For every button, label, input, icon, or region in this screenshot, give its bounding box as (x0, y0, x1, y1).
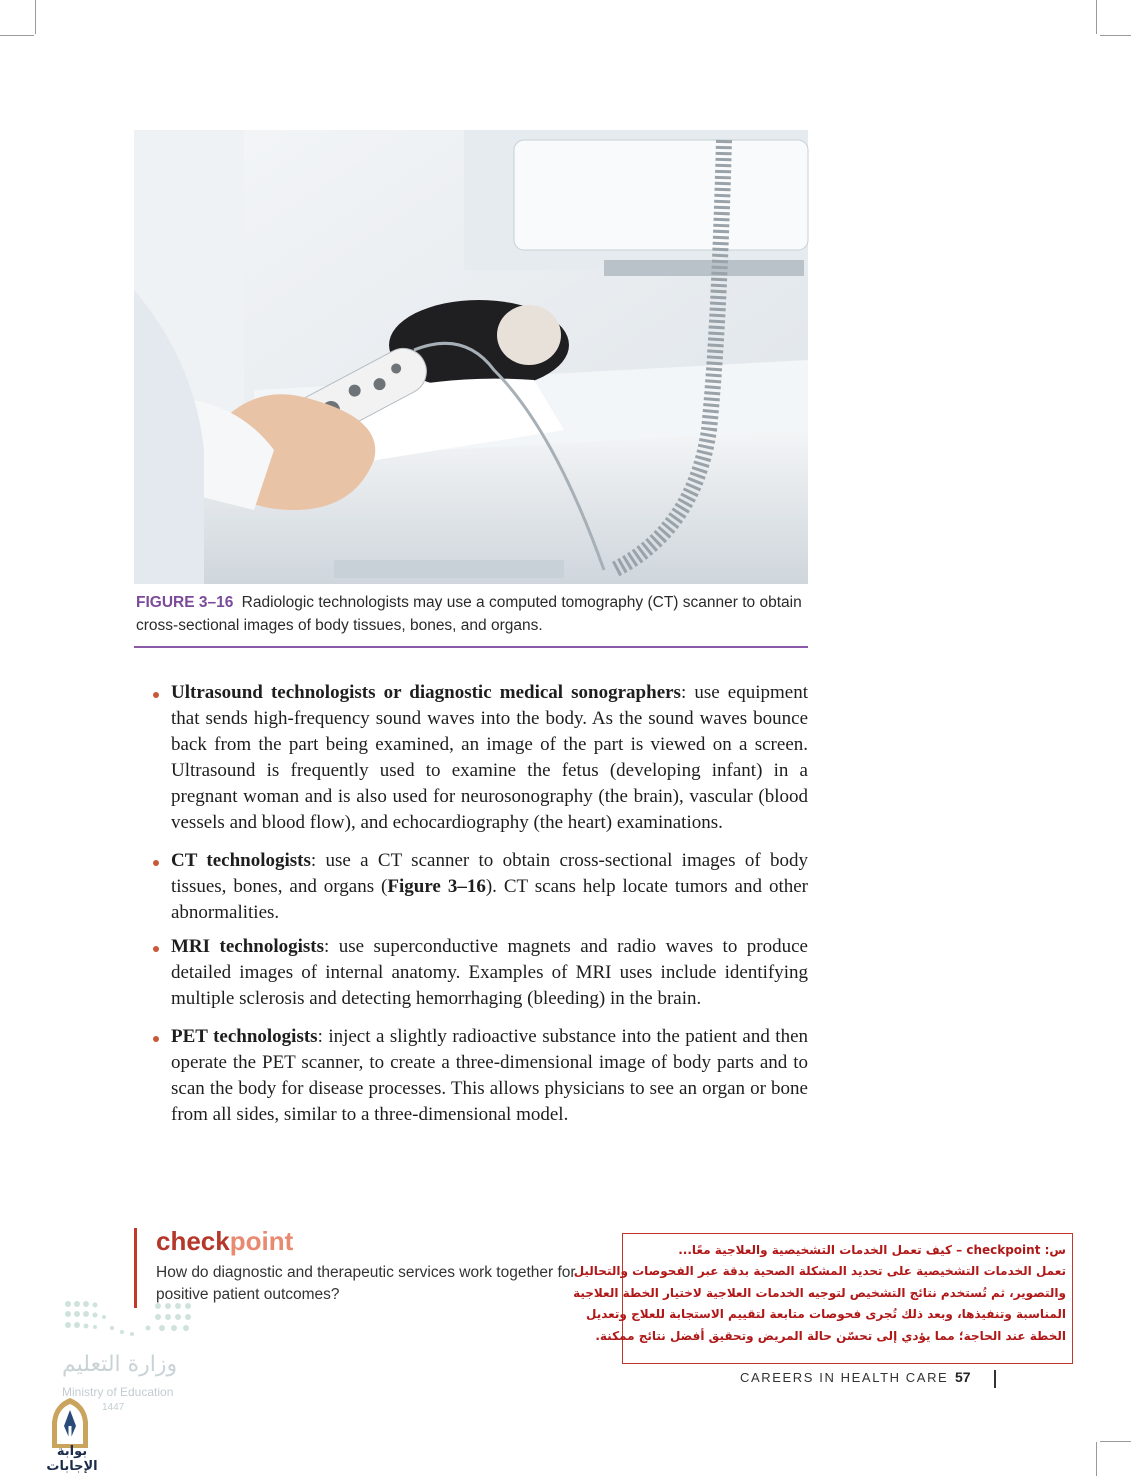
bullet-list (150, 680, 808, 1128)
ministry-name-english: Ministry of Education (62, 1385, 174, 1399)
crop-mark-top-right-v (1096, 0, 1097, 34)
bullet-term: CT technologists (171, 850, 311, 871)
ministry-logo-dots (62, 1298, 202, 1342)
footer-section-label: CAREERS IN HEALTH CARE (740, 1370, 949, 1385)
bullet-term: PET technologists (171, 1026, 318, 1047)
bullet-text: : use equipment that sends high-frequency sound waves into the body. As the sound waves bounce back from the part being examined, an image of the part is viewed on a screen. Ultrasound is frequently used to examine the fetus (developing infant) in a pregnant woman and is also used for neurosonography (the brain), vascular (blood vessels and blood flow), and echocardiography (the heart) examinations. (171, 682, 809, 833)
ministry-name-arabic: وزارة التعليم (62, 1352, 178, 1377)
figure-caption-text: Radiologic technologists may use a computed tomography (CT) scanner to obtain cross-sectional images of body tissues, bones, and organs. (136, 594, 802, 634)
bullet-text: : use superconductive magnets and radio waves to produce detailed images of internal anatomy. Examples of MRI uses include identifying multiple sclerosis and detecting hemorrhaging (bleeding) in the brain. (171, 936, 808, 1009)
figure-caption (136, 591, 808, 637)
bullet-term: MRI technologists (171, 936, 324, 957)
crop-mark-top-right-h (1100, 35, 1131, 36)
crop-mark-bottom-right-v (1096, 1442, 1097, 1476)
list-item (150, 934, 808, 1012)
page-number: 57 (955, 1369, 971, 1385)
figure-label: FIGURE 3–16 (136, 594, 234, 611)
portal-label: بوابة الإجابات (46, 1444, 98, 1474)
checkpoint-question: How do diagnostic and therapeutic services work together for positive patient outcomes? (156, 1264, 576, 1303)
checkpoint-title: checkpoint (156, 1226, 294, 1256)
figure-reference: Figure 3–16 (387, 876, 486, 897)
crop-mark-top-left-v (35, 0, 36, 34)
ministry-year: 1447 (102, 1402, 125, 1413)
portal-logo-icon (44, 1396, 96, 1450)
bullet-text: ). CT scans help locate tumors and other abnormalities. (171, 876, 808, 923)
answer-line: المناسبة وتنفيذها، وبعد ذلك تُجرى فحوصات متابعة لتقييم الاستجابة للعلاج وتعديل (586, 1307, 1066, 1322)
footer-divider (994, 1370, 996, 1388)
crop-mark-bottom-right-h (1100, 1441, 1131, 1442)
answer-line: تعمل الخدمات التشخيصية على تحديد المشكلة الصحية بدقة عبر الفحوصات والتحاليل (573, 1264, 1066, 1279)
answer-line: س: checkpoint – كيف تعمل الخدمات التشخيصية والعلاجية معًا... (678, 1243, 1066, 1257)
caption-divider (134, 646, 808, 648)
checkpoint-accent-bar (134, 1228, 137, 1308)
list-item (150, 848, 808, 926)
bullet-term: Ultrasound technologists or diagnostic medical sonographers (171, 682, 681, 703)
list-item (150, 680, 808, 836)
list-item (150, 1024, 808, 1128)
bullet-text: : use a CT scanner to obtain cross-sectional images of body tissues, bones, and organs ( (171, 850, 808, 897)
answer-box (573, 1233, 1073, 1364)
answer-line: الخطة عند الحاجة؛ مما يؤدي إلى تحسّن حالة المريض وتحقيق أفضل نتائج ممكنة. (595, 1328, 1066, 1343)
bullet-text: : inject a slightly radioactive substance into the patient and then operate the PET scanner, to create a three-dimensional image of body parts and to scan the body for disease processes. This allows physicians to see an organ or bone from all sides, similar to a three-dimensional model. (171, 1026, 808, 1125)
crop-mark-top-left-h (0, 35, 34, 36)
figure-photo (134, 130, 808, 584)
answer-line: والتصوير، ثم تُستخدم نتائج التشخيص لتوجيه الخدمات العلاجية لاختيار الخطة العلاجية (573, 1285, 1066, 1300)
